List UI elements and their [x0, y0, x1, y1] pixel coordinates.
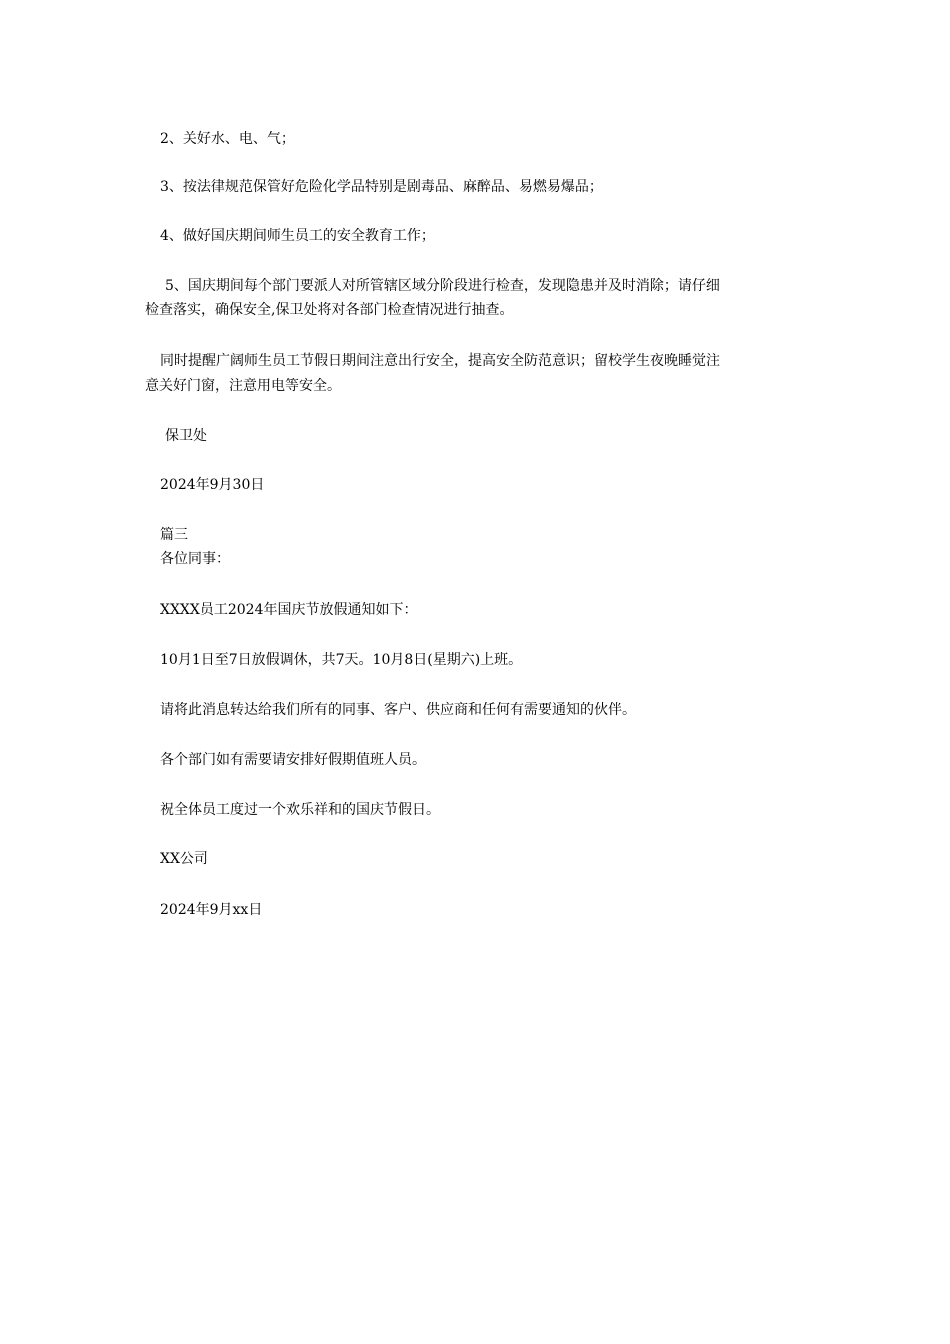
item-2: 2、关好水、电、气； [160, 131, 295, 147]
notice-duty: 各个部门如有需要请安排好假期值班人员。 [160, 752, 426, 768]
reminder-line-2: 意关好门窗，注意用电等安全。 [145, 378, 341, 394]
notice-forward: 请将此消息转达给我们所有的同事、客户、供应商和任何有需要通知的伙伴。 [160, 702, 636, 718]
item-3: 3、按法律规范保管好危险化学品特别是剧毒品、麻醉品、易燃易爆品； [160, 179, 603, 195]
item-4: 4、做好国庆期间师生员工的安全教育工作； [160, 228, 435, 244]
notice-wish: 祝全体员工度过一个欢乐祥和的国庆节假日。 [160, 802, 440, 818]
notice-intro: XXXX员工2024年国庆节放假通知如下： [160, 602, 418, 618]
notice-date: 2024年9月xx日 [160, 902, 263, 918]
signature: 保卫处 [165, 428, 207, 444]
notice-schedule: 10月1日至7日放假调休，共7天。10月8日(星期六)上班。 [160, 652, 523, 668]
date: 2024年9月30日 [160, 477, 265, 493]
greeting: 各位同事： [160, 551, 230, 567]
reminder-line-1: 同时提醒广阔师生员工节假日期间注意出行安全，提高安全防范意识；留校学生夜晚睡觉注 [160, 353, 720, 369]
company-signature: XX公司 [160, 851, 208, 867]
item-5-line-1: 5、国庆期间每个部门要派人对所管辖区域分阶段进行检查，发现隐患并及时消除；请仔细 [165, 278, 720, 294]
item-5-line-2: 检查落实，确保安全,保卫处将对各部门检查情况进行抽查。 [145, 302, 514, 318]
section-title: 篇三 [160, 527, 188, 543]
